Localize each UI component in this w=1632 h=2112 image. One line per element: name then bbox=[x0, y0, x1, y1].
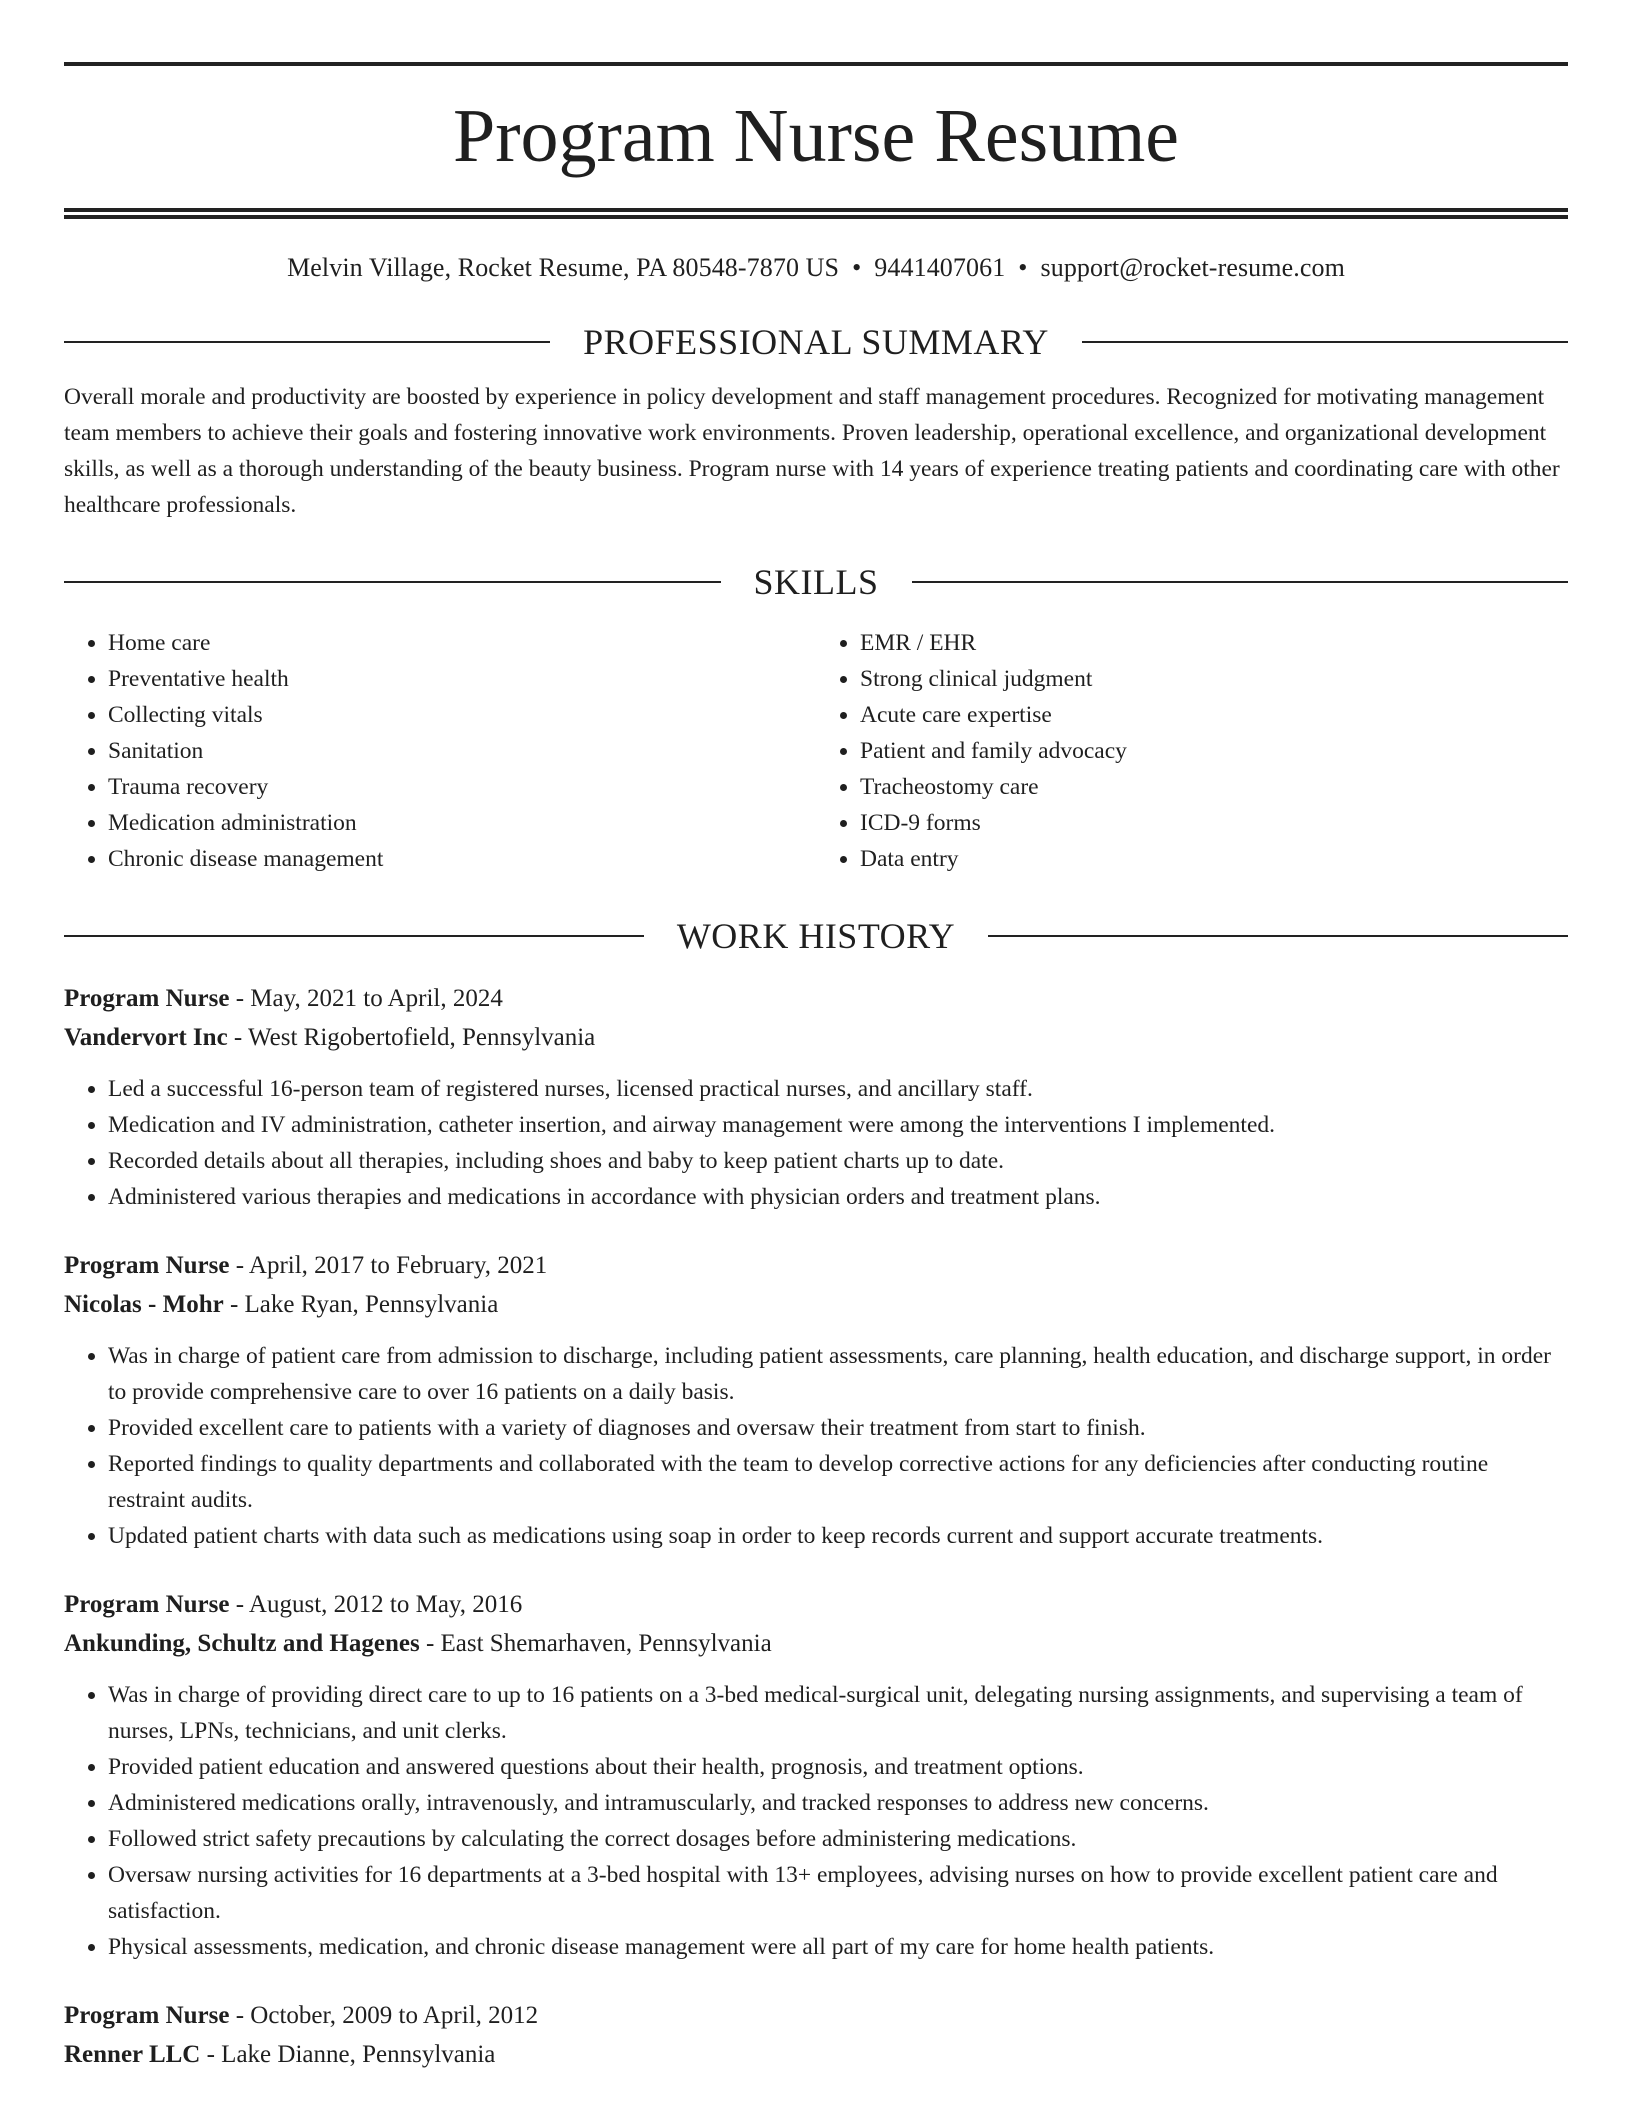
job-bullet: • Administered various therapies and medications in accordance with physician orders and treatment plans. bbox=[108, 1179, 1568, 1215]
job-company: Nicolas - Mohr bbox=[64, 1291, 224, 1318]
job-bullet: • Recorded details about all therapies, including shoes and baby to keep patient charts up to date. bbox=[108, 1143, 1568, 1179]
job-title: Program Nurse bbox=[64, 1591, 230, 1618]
job-location: - West Rigobertofield, Pennsylvania bbox=[227, 1024, 596, 1051]
skill-item: • Medication administration bbox=[108, 805, 816, 841]
job-bullet: • Updated patient charts with data such as medications using soap in order to keep records current and support accurate treatments. bbox=[108, 1518, 1568, 1554]
skills-list bbox=[64, 625, 1568, 877]
skills-column-right bbox=[816, 625, 1568, 877]
job-bullet: • Oversaw nursing activities for 16 departments at a 3-bed hospital with 13+ employees, advising nurses on how to provide excellent patient care and satisfaction. bbox=[108, 1857, 1568, 1929]
job-company: Renner LLC bbox=[64, 2041, 201, 2068]
job-bullet: • Provided patient education and answered questions about their health, prognosis, and treatment options. bbox=[108, 1749, 1568, 1785]
heading-rule-left bbox=[64, 581, 721, 583]
skill-item: • Trauma recovery bbox=[108, 769, 816, 805]
job-entry bbox=[64, 1585, 1568, 1965]
skill-item: • Acute care expertise bbox=[860, 697, 1568, 733]
contact-address: Melvin Village, Rocket Resume, PA 80548-7870 US bbox=[287, 253, 840, 282]
job-entry bbox=[64, 1996, 1568, 2074]
job-entry bbox=[64, 979, 1568, 1215]
contact-email: support@rocket-resume.com bbox=[1040, 253, 1345, 282]
job-location: - Lake Dianne, Pennsylvania bbox=[200, 2041, 496, 2068]
summary-text: Overall morale and productivity are boosted by experience in policy development and staff management procedures. Recognized for motivating management team members to achieve their goals and fostering innovative work environments. Proven leadership, operational excellence, and organizational development skills, as well as a thorough understanding of the beauty business. Program nurse with 14 years of experience treating patients and coordinating care with other healthcare professionals. bbox=[64, 384, 1560, 518]
job-location: - East Shemarhaven, Pennsylvania bbox=[419, 1630, 772, 1657]
skill-item: • EMR / EHR bbox=[860, 625, 1568, 661]
job-title: Program Nurse bbox=[64, 2002, 230, 2029]
job-title-line bbox=[64, 979, 1568, 1018]
skill-item: • Home care bbox=[108, 625, 816, 661]
job-entry bbox=[64, 1246, 1568, 1554]
job-title: Program Nurse bbox=[64, 985, 230, 1012]
work-heading-label: WORK HISTORY bbox=[676, 916, 956, 956]
job-bullet: • Physical assessments, medication, and chronic disease management were all part of my care for home health patients. bbox=[108, 1929, 1568, 1965]
skill-item: • Collecting vitals bbox=[108, 697, 816, 733]
job-bullet: • Was in charge of providing direct care to up to 16 patients on a 3-bed medical-surgical unit, delegating nursing assignments, and supervising a team of nurses, LPNs, technicians, and unit clerks. bbox=[108, 1677, 1568, 1749]
work-history-list bbox=[64, 979, 1568, 2074]
heading-rule-left bbox=[64, 935, 644, 937]
job-bullet: • Was in charge of patient care from admission to discharge, including patient assessments, care planning, health education, and discharge support, in order to provide comprehensive care to over 16 patients on a daily basis. bbox=[108, 1338, 1568, 1410]
job-company-line bbox=[64, 1624, 1568, 1663]
summary-section-heading bbox=[64, 321, 1568, 363]
job-bullet: • Led a successful 16-person team of registered nurses, licensed practical nurses, and ancillary staff. bbox=[108, 1071, 1568, 1107]
job-bullet: • Medication and IV administration, catheter insertion, and airway management were among the interventions I implemented. bbox=[108, 1107, 1568, 1143]
job-dates: - May, 2021 to April, 2024 bbox=[229, 985, 503, 1012]
heading-rule-right bbox=[988, 935, 1568, 937]
skill-item: • Patient and family advocacy bbox=[860, 733, 1568, 769]
skills-column-left bbox=[64, 625, 816, 877]
page-title: Program Nurse Resume bbox=[452, 94, 1180, 178]
job-title-line bbox=[64, 1246, 1568, 1285]
heading-rule-right bbox=[912, 581, 1569, 583]
job-title-line bbox=[64, 1585, 1568, 1624]
job-bullet: • Reported findings to quality departments and collaborated with the team to develop corrective actions for any deficiencies after conducting routine restraint audits. bbox=[108, 1446, 1568, 1518]
skill-item: • ICD-9 forms bbox=[860, 805, 1568, 841]
job-title: Program Nurse bbox=[64, 1252, 230, 1279]
job-title-line bbox=[64, 1996, 1568, 2035]
skill-item: • Data entry bbox=[860, 841, 1568, 877]
job-location: - Lake Ryan, Pennsylvania bbox=[223, 1291, 499, 1318]
job-company-line bbox=[64, 2035, 1568, 2074]
work-section-heading bbox=[64, 915, 1568, 957]
job-company-line bbox=[64, 1018, 1568, 1057]
skill-item: • Tracheostomy care bbox=[860, 769, 1568, 805]
job-dates: - October, 2009 to April, 2012 bbox=[229, 2002, 539, 2029]
job-company: Vandervort Inc bbox=[64, 1024, 228, 1051]
contact-separator: • bbox=[852, 253, 862, 282]
skills-heading-label: SKILLS bbox=[753, 562, 879, 602]
job-dates: - April, 2017 to February, 2021 bbox=[229, 1252, 548, 1279]
job-bullets bbox=[64, 1071, 1568, 1215]
job-bullet: • Followed strict safety precautions by calculating the correct dosages before administering medications. bbox=[108, 1821, 1568, 1857]
top-rule bbox=[64, 62, 1568, 66]
job-bullet: • Provided excellent care to patients with a variety of diagnoses and oversaw their treatment from start to finish. bbox=[108, 1410, 1568, 1446]
job-bullets bbox=[64, 1677, 1568, 1965]
job-dates: - August, 2012 to May, 2016 bbox=[229, 1591, 523, 1618]
skill-item: • Strong clinical judgment bbox=[860, 661, 1568, 697]
job-bullets bbox=[64, 1338, 1568, 1554]
title-double-rule bbox=[64, 208, 1568, 219]
job-company: Ankunding, Schultz and Hagenes bbox=[64, 1630, 420, 1657]
summary-heading-label: PROFESSIONAL SUMMARY bbox=[583, 322, 1049, 362]
heading-rule-left bbox=[64, 341, 550, 343]
skills-section-heading bbox=[64, 561, 1568, 603]
contact-line bbox=[64, 253, 1568, 283]
skill-item: • Sanitation bbox=[108, 733, 816, 769]
job-bullet: • Administered medications orally, intravenously, and intramuscularly, and tracked responses to address new concerns. bbox=[108, 1785, 1568, 1821]
contact-phone: 9441407061 bbox=[874, 253, 1006, 282]
contact-separator: • bbox=[1018, 253, 1028, 282]
job-company-line bbox=[64, 1285, 1568, 1324]
heading-rule-right bbox=[1082, 341, 1568, 343]
skill-item: • Preventative health bbox=[108, 661, 816, 697]
skill-item: • Chronic disease management bbox=[108, 841, 816, 877]
